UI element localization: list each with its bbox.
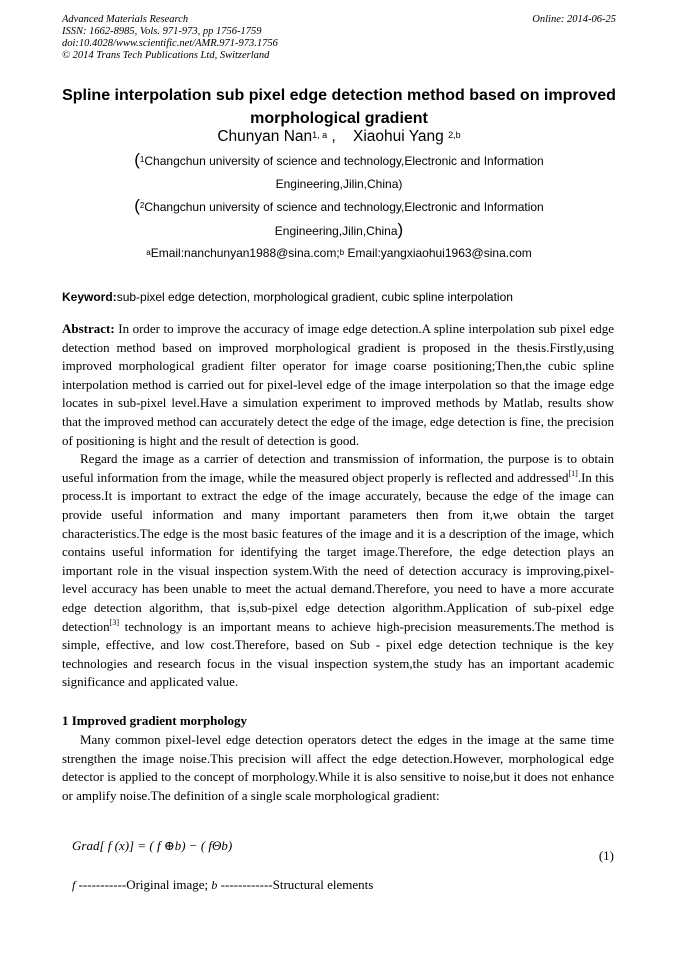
equation-number: (1)	[598, 848, 614, 863]
affiliation-1-sup: 1	[139, 155, 145, 164]
email-b: Email:yangxiaohui1963@sina.com	[344, 246, 532, 260]
legend-b-text: ------------Structural elements	[217, 877, 374, 892]
author-line	[40, 127, 638, 147]
author-2: Xiaohui Yang	[353, 128, 444, 145]
online-date: Online: 2014-06-25	[532, 14, 616, 25]
author-1: Chunyan Nan	[217, 128, 313, 145]
journal-header	[62, 14, 616, 62]
journal-name: Advanced Materials Research	[62, 14, 189, 25]
intro-text-2: .In this process.It is important to extract the edge of the image accurately, because the edge of the image can provide useful information and many important parameters then from it,we obtain the target characteristics.The edge is the most basic features of the image and it is a description of the image, which contains useful information for identifying the target image.Therefore, the edge detection plays an important role in the visual inspection system.With the need of detection accuracy is improving,pixel-level accuracy has been unable to meet the actual demand.Therefore, you need to have a more accurate edge detection algorithm, that is,sub-pixel edge detection algorithm.Application of sub-pixel edge detection	[62, 469, 614, 634]
legend-f-text: -----------Original image;	[75, 877, 212, 892]
author-2-sup: 2,b	[448, 130, 461, 140]
intro-text-3: technology is an important means to achieve high-precision measurements.The method is simple, effective, and low cost.Therefore, based on Sub - pixel edge detection technique is the key technologies and research focus in the visual inspection system,the study has an important academic significance and applicated value.	[62, 618, 614, 690]
intro-text-1: Regard the image as a carrier of detection and transmission of information, the purpose is to obtain useful information from the image, while the measured object properly is reflected and addressed	[62, 451, 614, 485]
title-line-1: Spline interpolation sub pixel edge detection method based on improved	[62, 87, 616, 104]
citation-1: [1]	[568, 468, 578, 478]
email-sup-b: b	[339, 248, 345, 257]
section-1-body	[62, 731, 614, 805]
section-heading: 1 Improved gradient morphology	[62, 713, 248, 728]
keywords	[62, 289, 616, 305]
main-text	[62, 320, 614, 692]
affiliation-1: ($^1$Changchun university of science and technology,Electronic and Information Engineering,Jilin,China)	[60, 152, 618, 192]
intro-paragraph	[62, 450, 614, 692]
equation-legend	[72, 877, 373, 893]
paper-title	[40, 84, 638, 130]
author-separator: ,	[327, 128, 336, 145]
affiliation-2: ($^2$Changchun university of science and technology,Electronic and Information Engineering,Jilin,China)	[134, 196, 544, 239]
abstract-text: In order to improve the accuracy of image edge detection.A spline interpolation sub pixel edge detection method based on improved morphological gradient is proposed in the thesis.Firstly,using improved morphological gradient filter operator for image coarse positioning;Then,the cubic spline interpolation method is carried out for pixel-level edge of the image interpolation so that the image edge locates in sub-pixel level.Have a simulation experiment to improved methods by Matlab, results show that the improved method can accurately detect the edge of the image, edge detection is fine, the precision of positioning is hight and the result of detection is good.	[62, 321, 614, 448]
email-a: Email:nanchunyan1988@sina.com;	[150, 246, 340, 260]
keywords-text: sub-pixel edge detection, morphological gradient, cubic spline interpolation	[116, 290, 513, 304]
abstract	[62, 320, 614, 450]
equation-1: Grad[ f (x)] = ( f ⊕b) − ( fΘb)	[72, 838, 233, 853]
symbol-f: f	[72, 878, 76, 892]
doi-line: doi:10.4028/www.scientific.net/AMR.971-973.1756	[62, 38, 278, 49]
affiliation-1-line-2: Engineering,Jilin,China)	[275, 177, 403, 191]
title-line-2: morphological gradient	[250, 110, 428, 127]
email-sup-a: a	[146, 248, 151, 257]
symbol-b: b	[211, 878, 218, 892]
citation-3: [3]	[109, 617, 119, 627]
affiliation-2-line-2: Engineering,Jilin,China	[274, 224, 398, 238]
section-1-paragraph: Many common pixel-level edge detection operators detect the edges in the image at the same time strengthen the image noise.This precision will affect the edge detection.However, morphological edge detector is applied to the concept of morphology.While it is also sensitive to noise,but it does not enhance or amplify noise.The definition of a single scale morphological gradient:	[62, 732, 614, 803]
keywords-label: Keyword:	[62, 290, 117, 304]
copyright-line: © 2014 Trans Tech Publications Ltd, Switzerland	[62, 50, 270, 61]
affiliation-2-sup: 2	[139, 201, 145, 210]
affiliation-1-line-1: Changchun university of science and technology,Electronic and Information	[144, 154, 544, 168]
issn-line: ISSN: 1662-8985, Vols. 971-973, pp 1756-1759	[62, 26, 262, 37]
abstract-label: Abstract:	[62, 321, 115, 336]
affiliation-2-line-1: Changchun university of science and technology,Electronic and Information	[144, 200, 544, 214]
author-1-sup: 1, a	[312, 130, 328, 140]
email-line	[40, 245, 638, 261]
